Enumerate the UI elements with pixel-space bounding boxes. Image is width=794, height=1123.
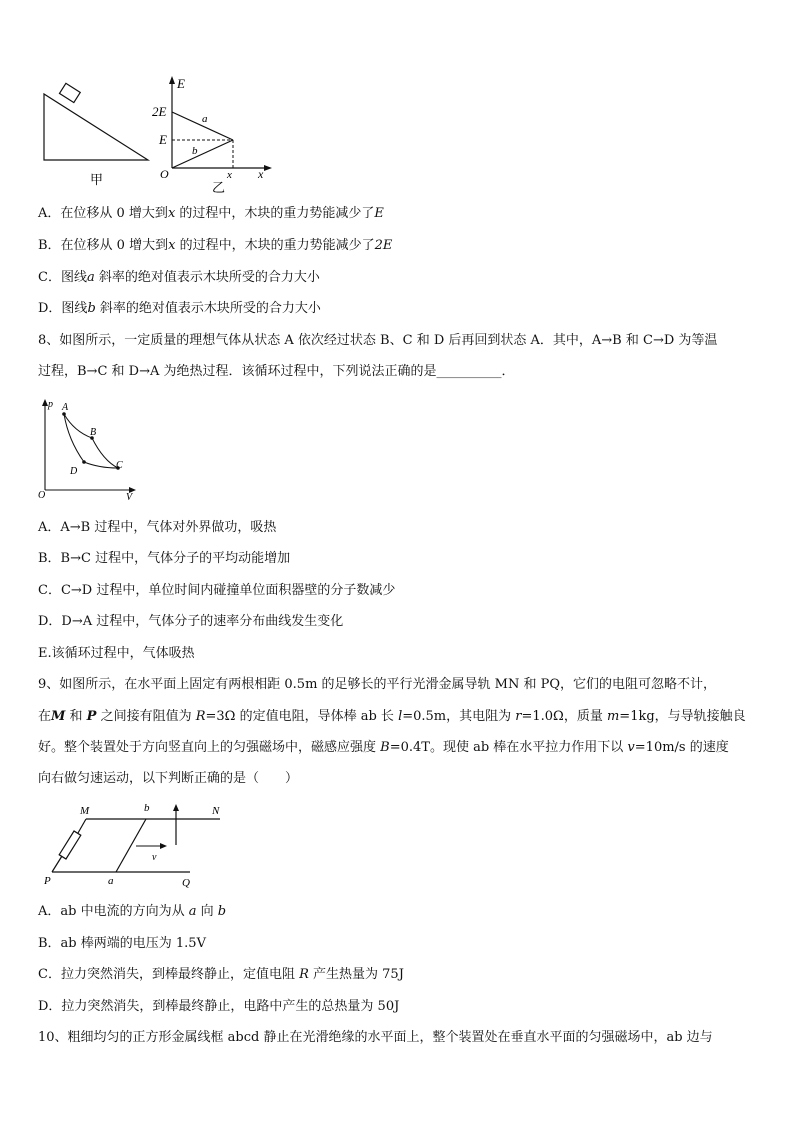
jia-label: 甲	[90, 172, 104, 187]
curve-D-A	[64, 414, 84, 462]
label-P: P	[44, 875, 51, 887]
label-a-rod: a	[108, 875, 114, 887]
label-b-rod: b	[144, 802, 150, 814]
q9-stem-line2: 在M 和 P 之间接有阻值为 R=3Ω 的定值电阻，导体棒 ab 长 l=0.5m，其电阻为 r=1.0Ω，质量 m=1kg，与导轨接触良	[38, 709, 746, 724]
resistor-wire-top	[78, 819, 86, 833]
label-a: a	[202, 113, 208, 125]
q9-option-D: D．拉力突然消失，到棒最终静止，电路中产生的总热量为 50J	[38, 999, 400, 1014]
q8-option-C: C．C→D 过程中，单位时间内碰撞单位面积器壁的分子数减少	[38, 583, 396, 598]
figure-pv-cycle	[36, 396, 142, 504]
figure-incline-energy	[30, 72, 290, 194]
label-O: O	[38, 490, 46, 501]
tick-x: x	[227, 169, 232, 181]
label-b: b	[192, 145, 198, 157]
label-N: N	[212, 805, 220, 817]
label-p: p	[48, 399, 53, 410]
label-v: v	[152, 852, 157, 863]
origin-O: O	[160, 167, 169, 181]
label-Q: Q	[182, 877, 190, 889]
q9-option-A: A．ab 中电流的方向为从 a 向 b	[38, 904, 227, 919]
q9-option-C: C．拉力突然消失，到棒最终静止，定值电阻 R 产生热量为 75J	[38, 967, 404, 982]
label-A: A	[62, 402, 69, 413]
wooden-block	[59, 83, 80, 102]
q10-stem-line1: 10、粗细均匀的正方形金属线框 abcd 静止在光滑绝缘的水平面上，整个装置处在垂直水平面的匀强磁场中，ab 边与	[38, 1030, 713, 1045]
q9-stem-line1: 9、如图所示，在水平面上固定有两根相距 0.5m 的足够长的平行光滑金属导轨 MN 和 PQ，它们的电阻可忽略不计，	[38, 677, 717, 692]
q8-stem-line1: 8、如图所示，一定质量的理想气体从状态 A 依次经过状态 B、C 和 D 后再回到状态 A．其中，A→B 和 C→D 为等温	[38, 333, 718, 348]
incline-triangle	[44, 94, 148, 160]
q9-stem-line4: 向右做匀速运动，以下判断正确的是（ ）	[38, 771, 299, 786]
q7-option-B: B．在位移从 0 增大到x 的过程中，木块的重力势能减少了2E	[38, 238, 393, 253]
q8-stem-line2: 过程，B→C 和 D→A 为绝热过程．该循环过程中，下列说法正确的是__________．	[38, 364, 515, 379]
q8-option-D: D．D→A 过程中，气体分子的速率分布曲线发生变化	[38, 614, 344, 629]
q7-option-A: A．在位移从 0 增大到x 的过程中，木块的重力势能减少了E	[38, 206, 384, 221]
yi-label: 乙	[212, 180, 226, 194]
q7-option-D: D．图线b 斜率的绝对值表示木块所受的合力大小	[38, 301, 321, 316]
figure-rails-circuit	[40, 800, 240, 892]
label-M: M	[80, 805, 90, 817]
q8-option-E: E.该循环过程中，气体吸热	[38, 646, 195, 661]
label-V: V	[126, 492, 133, 503]
axis-label-x: x	[258, 167, 264, 181]
label-D: D	[70, 466, 78, 477]
curve-B-C	[92, 438, 118, 468]
q8-option-B: B．B→C 过程中，气体分子的平均动能增加	[38, 551, 291, 566]
line-b	[172, 140, 233, 168]
curve-A-B	[64, 414, 92, 438]
point-D	[82, 460, 86, 464]
tick-E: E	[159, 132, 167, 147]
y-axis-arrow	[169, 76, 175, 84]
axis-label-E: E	[177, 76, 185, 91]
q7-option-C: C．图线a 斜率的绝对值表示木块所受的合力大小	[38, 270, 320, 285]
x-axis-arrow	[264, 165, 272, 171]
q9-option-B: B．ab 棒两端的电压为 1.5V	[38, 936, 206, 951]
label-C: C	[116, 460, 123, 471]
resistor-wire-bottom	[52, 856, 62, 872]
tick-2E: 2E	[152, 104, 167, 119]
q8-option-A: A．A→B 过程中，气体对外界做功，吸热	[38, 520, 277, 535]
magnetic-field-arrowhead	[173, 804, 179, 811]
resistor-R	[59, 831, 81, 859]
label-B: B	[90, 427, 97, 438]
q9-stem-line3: 好。整个装置处于方向竖直向上的匀强磁场中，磁感应强度 B=0.4T。现使 ab 棒在水平拉力作用下以 v=10m/s 的速度	[38, 740, 729, 755]
velocity-arrowhead	[160, 843, 167, 849]
